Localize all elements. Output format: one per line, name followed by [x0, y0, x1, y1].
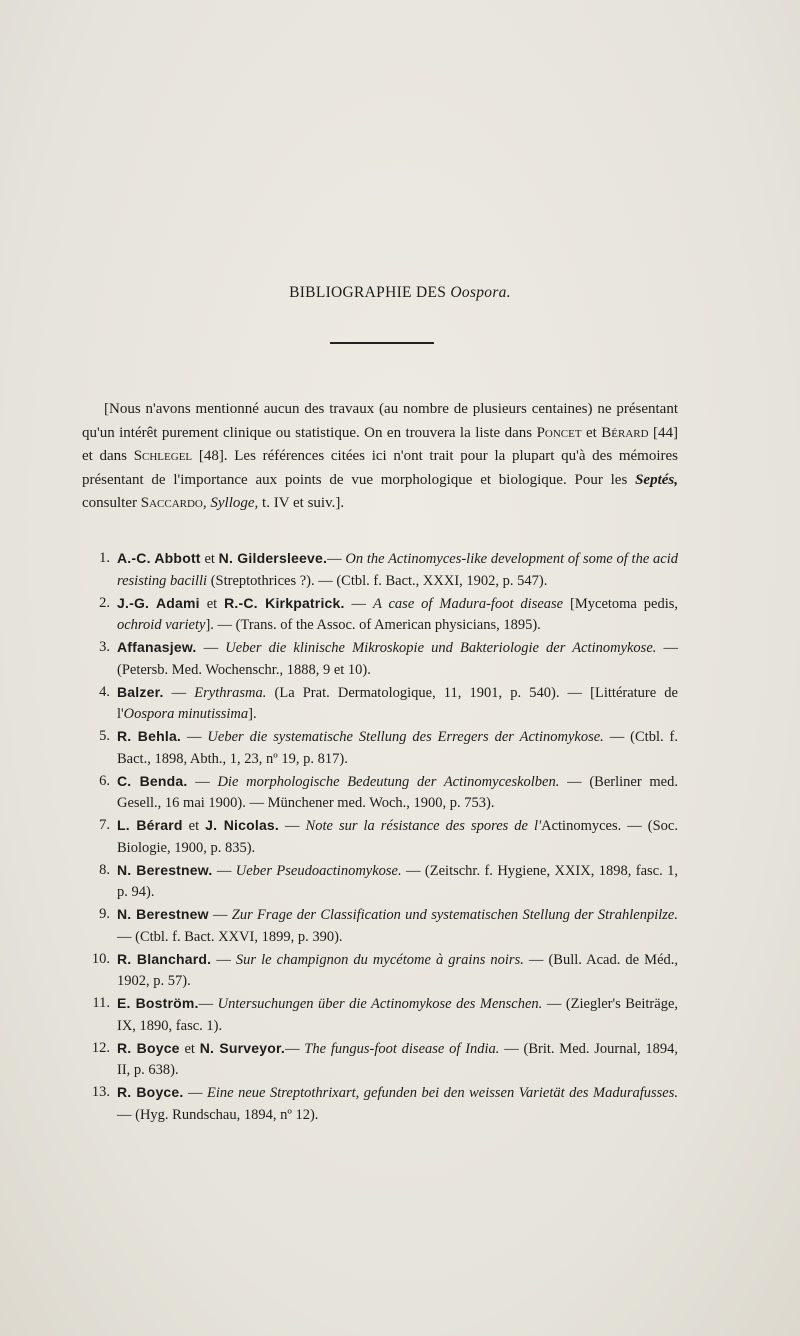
reference-entry	[82, 904, 678, 948]
intro-text-3: [48]. Les références citées ici n'ont trait pour la plupart qu'à des mémoires présentant de l'importance aux points de vue morphologique et biologique. Pour les	[82, 448, 678, 488]
intro-text-2: [44] et dans	[82, 424, 679, 464]
reference-number: 5.	[99, 728, 110, 744]
reference-source: — (Ctbl. f. Bact., 1898, Abth., 1, 23, nº 19, p. 817).	[117, 729, 678, 767]
reference-number: 4.	[99, 683, 110, 700]
reference-dash: —	[196, 640, 226, 656]
reference-source: (La Prat. Dermatologique, 11, 1901, p. 540). — [Littérature de l'	[117, 684, 678, 722]
reference-work-title: Die morphologische Bedeutung der Actinomyceskolben.	[217, 773, 560, 790]
reference-source: — (Ctbl. f. Bact. XXVI, 1899, p. 390).	[117, 928, 343, 945]
reference-author: Balzer.	[117, 683, 164, 700]
reference-number: 3.	[99, 639, 110, 655]
reference-number: 13.	[91, 1084, 110, 1100]
reference-source: — (Zeitschr. f. Hygiene, XXIX, 1898, fasc. 1, p. 94).	[117, 862, 679, 900]
reference-conjunction: et	[179, 1040, 200, 1057]
reference-dash: —	[284, 1040, 305, 1057]
reference-dash: —	[198, 996, 218, 1012]
title-genus: Oospora.	[450, 284, 511, 301]
reference-entry	[82, 771, 678, 815]
reference-dash: —	[279, 818, 306, 834]
reference-number: 6.	[99, 772, 110, 789]
reference-source-end: ]. — (Trans. of the Assoc. of American physicians, 1895).	[205, 617, 541, 633]
reference-coauthor: N. Gildersleeve.	[218, 550, 328, 566]
reference-author: Affanasjew.	[117, 639, 197, 655]
intro-author-saccardo: Saccardo,	[140, 495, 207, 511]
reference-work-note: Oospora minutissima	[123, 706, 249, 722]
intro-conjunction: et	[581, 424, 602, 441]
reference-work-title: Untersuchungen über die Actinomykose des Menschen.	[217, 996, 543, 1012]
reference-coauthor: N. Surveyor.	[199, 1039, 285, 1056]
reference-number: 9.	[99, 906, 110, 922]
reference-dash: —	[183, 1085, 208, 1101]
reference-source: [Mycetoma pedis,	[563, 595, 679, 612]
reference-source: — (Hyg. Rundschau, 1894, nº 12).	[117, 1106, 319, 1123]
reference-coauthor: J. Nicolas.	[205, 817, 280, 833]
reference-source: (Streptothrices ?). — (Ctbl. f. Bact., XXXI, 1902, p. 547).	[207, 572, 548, 589]
reference-conjunction: et	[200, 551, 219, 567]
reference-dash: —	[187, 773, 218, 790]
intro-author-berard: Bérard	[601, 424, 649, 441]
page-title	[0, 284, 800, 302]
reference-work-title: Ueber die systematische Stellung des Erregers der Actinomykose.	[207, 729, 604, 745]
reference-entry	[82, 548, 678, 592]
reference-number: 2.	[99, 594, 110, 611]
reference-number: 7.	[99, 817, 110, 833]
reference-author: N. Berestnew.	[117, 861, 213, 878]
reference-work-title: On the Actinomyces-like development of some of the acid resisting bacilli	[117, 551, 679, 589]
reference-author: R. Blanchard.	[117, 950, 212, 967]
reference-work-title: The fungus-foot disease of India.	[304, 1040, 500, 1057]
reference-dash: —	[212, 862, 236, 879]
reference-entry	[82, 860, 678, 904]
reference-work-title: Ueber Pseudoactinomykose.	[235, 862, 402, 879]
reference-entry	[82, 815, 678, 859]
reference-number: 10.	[91, 950, 110, 967]
intro-text-4: consulter	[82, 495, 141, 511]
title-text: BIBLIOGRAPHIE DES	[289, 284, 447, 301]
reference-work-title: Eine neue Streptothrixart, gefunden bei den weissen Varietät des Madurafusses.	[207, 1085, 678, 1101]
reference-entry	[82, 1082, 678, 1126]
reference-work-title: Zur Frage der Classification und systematischen Stellung der Strahlenpilze.	[231, 907, 678, 923]
reference-conjunction: et	[199, 595, 225, 612]
reference-number: 1.	[99, 550, 110, 566]
reference-conjunction: et	[182, 818, 206, 834]
reference-work-title: Erythrasma.	[194, 684, 267, 701]
reference-source: — (Ziegler's Beiträge, IX, 1890, fasc. 1).	[117, 996, 679, 1034]
reference-dash: —	[211, 951, 236, 968]
reference-source: — (Brit. Med. Journal, 1894, II, p. 638).	[117, 1040, 679, 1078]
reference-author: E. Boström.	[117, 995, 199, 1011]
reference-dash: —	[344, 595, 373, 612]
reference-work-title: Ueber die klinische Mikroskopie und Bakteriologie der Actinomykose.	[225, 640, 657, 656]
reference-author: L. Bérard	[117, 817, 183, 833]
reference-dash: —	[163, 684, 195, 701]
reference-entry	[82, 1038, 678, 1082]
reference-source: — (Petersb. Med. Wochenschr., 1888, 9 et 10).	[117, 640, 679, 678]
reference-source: — (Berliner med. Gesell., 16 mai 1900). — Münchener med. Woch., 1900, p. 753).	[117, 773, 678, 811]
reference-source: Actinomyces. — (Soc. Biologie, 1900, p. 835).	[117, 818, 678, 856]
reference-work-title: A case of Madura-foot disease	[372, 595, 564, 612]
title-divider	[330, 342, 434, 344]
reference-work-title: Sur le champignon du mycétome à grains noirs.	[235, 951, 524, 968]
reference-source: — (Bull. Acad. de Méd., 1902, p. 57).	[117, 951, 679, 989]
intro-paragraph	[82, 398, 678, 516]
reference-author: A.-C. Abbott	[117, 550, 201, 566]
reference-number: 11.	[92, 995, 110, 1011]
reference-entry	[82, 993, 678, 1037]
reference-dash: —	[327, 551, 346, 567]
reference-dash: —	[181, 729, 208, 745]
intro-text-1: [Nous n'avons mentionné aucun des travaux (au nombre de plusieurs centaines) ne présentant qu'un intérêt purement clinique ou statistique. On en trouvera la liste dans	[82, 401, 678, 441]
reference-work-title: Note sur la résistance des spores de l'	[305, 818, 542, 834]
reference-author: N. Berestnew	[117, 906, 209, 922]
reference-author: R. Behla.	[117, 728, 182, 744]
reference-list	[82, 548, 678, 1127]
reference-entry	[82, 726, 678, 770]
reference-entry	[82, 637, 678, 681]
reference-number: 8.	[99, 861, 110, 878]
reference-entry	[82, 949, 678, 993]
intro-sylloge: Sylloge,	[210, 495, 259, 511]
reference-dash: —	[208, 907, 232, 923]
reference-entry	[82, 593, 678, 637]
reference-author: R. Boyce.	[117, 1084, 184, 1100]
intro-author-schlegel: Schlegel	[133, 448, 193, 464]
reference-author: C. Benda.	[117, 772, 188, 789]
reference-entry	[82, 682, 678, 726]
intro-author-poncet: Poncet	[536, 424, 582, 441]
reference-coauthor: R.-C. Kirkpatrick.	[224, 594, 345, 611]
reference-author: R. Boyce	[117, 1039, 180, 1056]
reference-number: 12.	[91, 1039, 110, 1056]
reference-source-end: ].	[248, 706, 257, 722]
reference-work-note: ochroid variety	[117, 617, 206, 633]
intro-septes: Septés,	[635, 471, 678, 488]
intro-text-5: t. IV et suiv.].	[258, 495, 345, 511]
reference-author: J.-G. Adami	[117, 594, 200, 611]
